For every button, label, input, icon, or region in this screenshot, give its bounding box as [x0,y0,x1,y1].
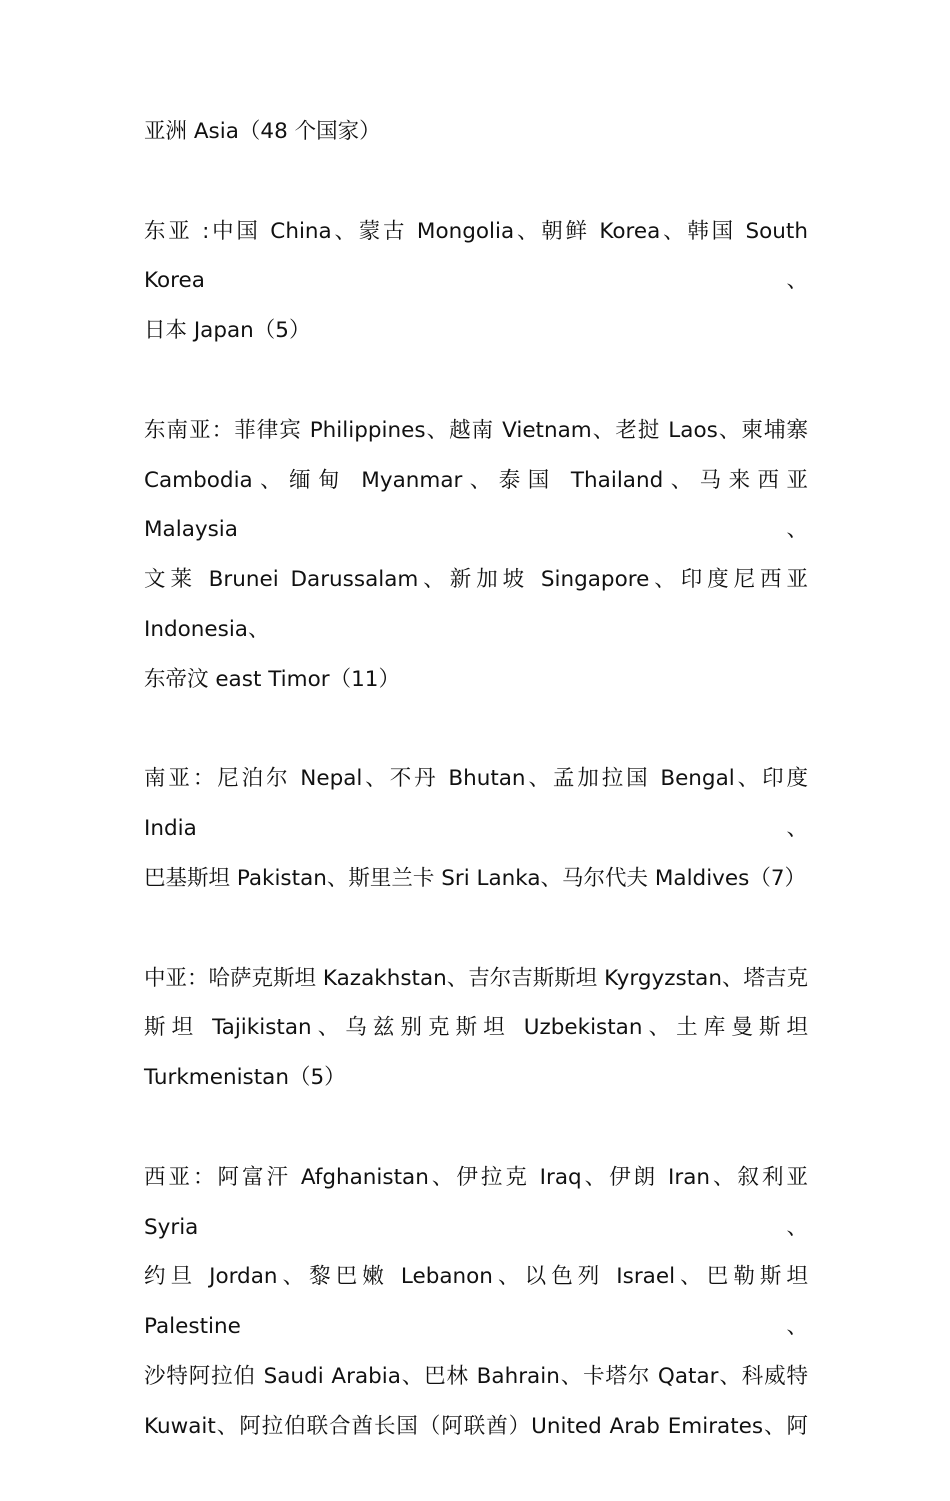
central-asia-line-1: 中亚：哈萨克斯坦 Kazakhstan、吉尔吉斯斯坦 Kyrgyzstan、塔吉克 [144,965,808,991]
south-asia-line-1: 南亚：尼泊尔 Nepal、不丹 Bhutan、孟加拉国 Bengal、印度 India、 [144,766,808,842]
southeast-asia-line-5: 东帝汶 east Timor（11） [144,666,400,692]
east-asia-line-2: 日本 Japan（5） [144,318,311,344]
section-west-asia [144,1153,808,1452]
section-east-asia [144,207,808,356]
west-asia-line-2: 约旦 Jordan、黎巴嫩 Lebanon、以色列 Israel、巴勒斯坦 Palestine、 [144,1264,808,1340]
section-south-asia [144,754,808,903]
southeast-asia-line-2: Cambodia、缅甸 Myanmar、泰国 Thailand、马来西亚 Malaysia、 [144,467,808,543]
south-asia-line-2: 巴基斯坦 Pakistan、斯里兰卡 Sri Lanka、马尔代夫 Maldives（7） [144,865,807,891]
section-central-asia [144,954,808,1103]
east-asia-line-1: 东亚 :中国 China、蒙古 Mongolia、朝鲜 Korea、韩国 South Korea、 [144,218,808,294]
heading-text: 亚洲 Asia（48 个国家） [144,119,381,144]
heading-asia [144,107,808,157]
document-body [144,107,808,1501]
central-asia-line-2: 斯坦 Tajikistan、乌兹别克斯坦 Uzbekistan、土库曼斯坦 [144,1015,808,1041]
southeast-asia-line-3: 文莱 Brunei Darussalam、新加坡 Singapore、印度尼西亚 [144,567,808,593]
west-asia-line-1: 西亚：阿富汗 Afghanistan、伊拉克 Iraq、伊朗 Iran、叙利亚 Syria、 [144,1164,808,1240]
southeast-asia-line-4: Indonesia、 [144,616,270,642]
section-southeast-asia [144,406,808,705]
west-asia-line-4: Kuwait、阿拉伯联合酋长国（阿联酋）United Arab Emirates、阿 [144,1413,808,1439]
central-asia-line-3: Turkmenistan（5） [144,1065,346,1091]
west-asia-line-3: 沙特阿拉伯 Saudi Arabia、巴林 Bahrain、卡塔尔 Qatar、科威特 [144,1363,808,1389]
southeast-asia-line-1: 东南亚：菲律宾 Philippines、越南 Vietnam、老挝 Laos、柬埔寨 [144,417,808,443]
